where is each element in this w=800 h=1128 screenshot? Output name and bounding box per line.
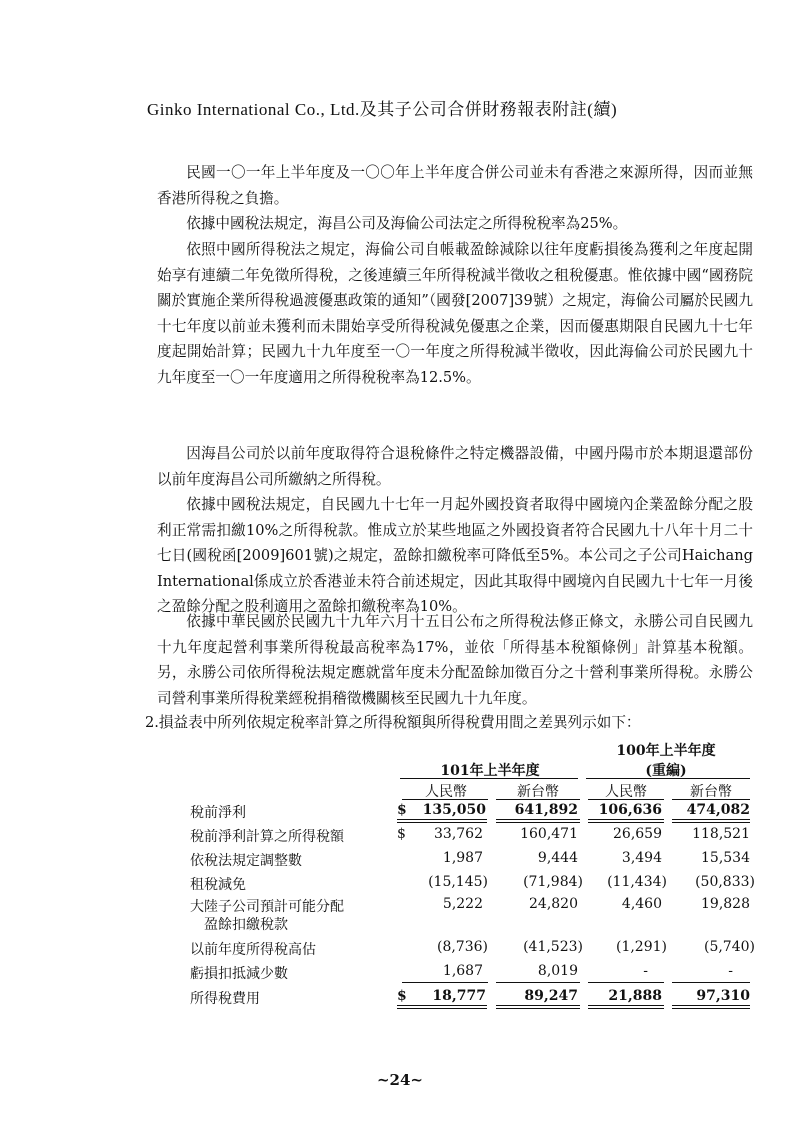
row-label: 租稅減免 (190, 877, 246, 893)
double-rule (588, 1005, 664, 1009)
paragraph-6: 依據中華民國於民國九十九年六月十五日公布之所得稅法修正條文，永勝公司自民國九十九年度起營利事業所得稅最高稅率為17%，並依「所得基本稅額條例」計算基本稅額。另，永勝公司依所得稅法規定應就當年度未分配盈餘加徵百分之十營利事業所得稅。永勝公司營利事業所得稅業經稅捐稽徵機關核至民國九十九年度。 (157, 613, 753, 707)
col-rule-3 (588, 799, 664, 800)
col-rule-4 (672, 799, 750, 800)
row-value: 21,888 (608, 988, 662, 1004)
paragraph-5: 依據中國稅法規定，自民國九十七年一月起外國投資者取得中國境內企業盈餘分配之股利正常需扣繳10%之所得稅款。惟成立於某些地區之外國投資者符合民國九十八年十月二十七日(國稅函[2009]601號)之規定，盈餘扣繳稅率可降低至5%。本公司之子公司Haichang International係成立於香港並未符合前述規定，因此其取得中國境內自民國九十七年一月後之盈餘分配之股利適用之盈餘扣繳稅率為10%。 (157, 496, 753, 615)
double-rule (588, 819, 664, 823)
row-value: 15,534 (701, 850, 750, 866)
row-value: 106,636 (598, 802, 662, 818)
row-value: - (728, 963, 733, 979)
row-value: (1,291) (615, 939, 667, 955)
paragraph-2: 依據中國稅法規定，海昌公司及海倫公司法定之所得稅稅率為25%。 (186, 215, 628, 232)
double-rule (672, 1005, 750, 1009)
row-value: 19,828 (701, 896, 750, 912)
row-value: (15,145) (428, 874, 488, 890)
row-value: (8,736) (436, 939, 488, 955)
col-rule-2 (496, 799, 580, 800)
double-rule (397, 819, 487, 823)
period-100-note: (重編) (645, 763, 687, 779)
row-value: 3,494 (621, 850, 662, 866)
period-100-header: 100年上半年度 (616, 743, 716, 759)
row-value: 4,460 (621, 896, 662, 912)
row-value: 641,892 (514, 802, 578, 818)
double-rule (496, 1005, 580, 1009)
page-header: Ginko International Co., Ltd.及其子公司合併財務報表附註(續) (147, 100, 618, 119)
row-value: 8,019 (537, 963, 578, 979)
double-rule (397, 1005, 487, 1009)
row-value: 474,082 (686, 802, 750, 818)
row-value: (11,434) (607, 874, 667, 890)
row-value: 26,659 (613, 826, 662, 842)
row-label: 依稅法規定調整數 (190, 853, 302, 869)
col-rmb-101: 人民幣 (425, 784, 467, 800)
row-value: 24,820 (529, 896, 578, 912)
row-value: (41,523) (523, 939, 583, 955)
row-value: 118,521 (692, 826, 750, 842)
col-rmb-100: 人民幣 (605, 784, 647, 800)
subtotal-rule (588, 982, 664, 983)
paragraph-1: 民國一〇一年上半年度及一〇〇年上半年度合併公司並未有香港之來源所得，因而並無香港所得稅之負擔。 (157, 164, 753, 207)
row-label: 虧損扣抵減少數 (190, 966, 288, 982)
row-value: 18,777 (432, 988, 486, 1004)
row-label: 所得稅費用 (190, 991, 260, 1007)
row-value: 135,050 (422, 802, 486, 818)
row-label: 以前年度所得稅高估 (190, 942, 316, 958)
subtotal-rule (402, 982, 488, 983)
row-value: 160,471 (520, 826, 578, 842)
paragraph-3: 依照中國所得稅法之規定，海倫公司自帳載盈餘減除以往年度虧損後為獲利之年度起開始享有連續二年免徵所得稅，之後連續三年所得稅減半徵收之租稅優惠。惟依據中國“國務院關於實施企業所得稅過渡優惠政策的通知”（國發[2007]39號）之規定，海倫公司屬於民國九十七年度以前並未獲利而未開始享受所得稅減免優惠之企業，因而優惠期限自民國九十七年度起開始計算；民國九十九年度至一〇一年度之所得稅減半徵收，因此海倫公司於民國九十九年度至一〇一年度適用之所得稅稅率為12.5%。 (157, 241, 753, 386)
col-ntd-100: 新台幣 (690, 784, 732, 800)
period-101-header: 101年上半年度 (440, 763, 540, 779)
paragraph-4: 因海昌公司於以前年度取得符合退稅條件之特定機器設備，中國丹陽市於本期退還部份以前年度海昌公司所繳納之所得稅。 (157, 445, 753, 488)
row-label: 大陸子公司預計可能分配 (190, 899, 344, 915)
col-rule-1 (402, 799, 488, 800)
currency-symbol: $ (397, 826, 406, 842)
row-value: 1,987 (442, 850, 483, 866)
header-rule-100 (586, 778, 750, 779)
row-value: - (643, 963, 648, 979)
row-label: 稅前淨利 (190, 805, 246, 821)
row-value: (5,740) (703, 939, 755, 955)
double-rule (672, 819, 750, 823)
row-label: 稅前淨利計算之所得稅額 (190, 829, 344, 845)
header-rule-101 (400, 778, 578, 779)
double-rule (496, 819, 580, 823)
row-value: 89,247 (524, 988, 578, 1004)
row-label-continued: 盈餘扣繳稅款 (204, 917, 288, 933)
section-title: 2.損益表中所列依規定稅率計算之所得稅額與所得稅費用間之差異列示如下： (145, 714, 641, 731)
row-value: (71,984) (523, 874, 583, 890)
row-value: 97,310 (696, 988, 750, 1004)
subtotal-rule (496, 982, 580, 983)
row-value: 1,687 (442, 963, 483, 979)
row-value: (50,833) (695, 874, 755, 890)
row-value: 9,444 (537, 850, 578, 866)
currency-symbol: $ (397, 802, 407, 818)
row-value: 5,222 (442, 896, 483, 912)
col-ntd-101: 新台幣 (517, 784, 559, 800)
subtotal-rule (672, 982, 750, 983)
page-number: ~24~ (376, 1071, 423, 1089)
row-value: 33,762 (434, 826, 483, 842)
currency-symbol: $ (397, 988, 407, 1004)
